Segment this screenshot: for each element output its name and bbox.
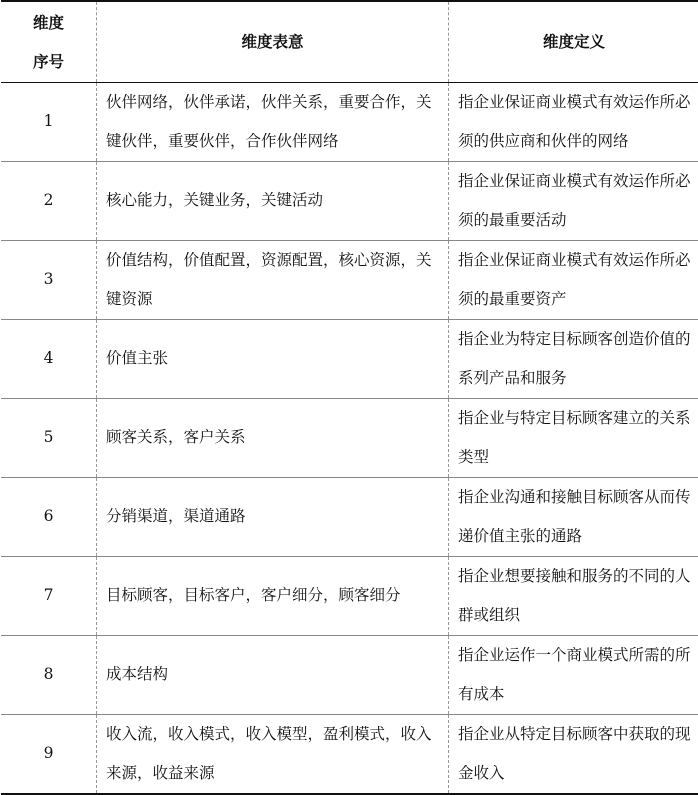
header-number-line2: 序号 <box>1 42 96 81</box>
meaning-text: 收入流，收入模式，收入模型，盈利模式，收入来源，收益来源 <box>106 715 444 793</box>
meaning-text: 伙伴网络，伙伴承诺，伙伴关系，重要合作，关键伙伴，重要伙伴，合作伙伴网络 <box>106 83 444 161</box>
table-body <box>1 82 698 794</box>
table-row <box>1 161 698 240</box>
meaning-text: 顾客关系，客户关系 <box>106 418 444 457</box>
table-row <box>1 635 698 714</box>
table-row <box>1 319 698 398</box>
row-definition <box>449 556 698 635</box>
row-definition <box>449 161 698 240</box>
row-number: 8 <box>1 635 97 714</box>
meaning-text: 价值结构，价值配置，资源配置，核心资源，关键资源 <box>106 241 444 319</box>
row-definition <box>449 240 698 319</box>
meaning-text: 分销渠道，渠道通路 <box>106 497 444 536</box>
row-number: 3 <box>1 240 97 319</box>
definition-text: 指企业想要接触和服务的不同的人群或组织 <box>458 557 695 635</box>
header-row <box>1 1 698 82</box>
row-definition <box>449 398 698 477</box>
definition-text: 指企业从特定目标顾客中获取的现金收入 <box>458 715 695 793</box>
meaning-text: 成本结构 <box>106 655 444 694</box>
definition-text: 指企业为特定目标顾客创造价值的系列产品和服务 <box>458 320 695 398</box>
meaning-text: 核心能力，关键业务，关键活动 <box>106 181 444 220</box>
row-meaning <box>97 477 449 556</box>
meaning-text: 目标顾客，目标客户，客户细分，顾客细分 <box>106 576 444 615</box>
row-definition <box>449 635 698 714</box>
row-meaning <box>97 82 449 161</box>
table-row <box>1 556 698 635</box>
row-meaning <box>97 635 449 714</box>
dimension-table <box>1 0 698 795</box>
row-meaning <box>97 556 449 635</box>
header-dimension-definition: 维度定义 <box>449 1 698 82</box>
table-row <box>1 714 698 794</box>
row-meaning <box>97 240 449 319</box>
row-number: 6 <box>1 477 97 556</box>
table-row <box>1 477 698 556</box>
table-row <box>1 240 698 319</box>
table-row <box>1 82 698 161</box>
definition-text: 指企业保证商业模式有效运作所必须的最重要活动 <box>458 162 695 240</box>
row-number: 7 <box>1 556 97 635</box>
row-definition <box>449 82 698 161</box>
row-meaning <box>97 714 449 794</box>
definition-text: 指企业运作一个商业模式所需的所有成本 <box>458 636 695 714</box>
row-number: 2 <box>1 161 97 240</box>
definition-text: 指企业与特定目标顾客建立的关系类型 <box>458 399 695 477</box>
header-dimension-meaning: 维度表意 <box>97 1 449 82</box>
definition-text: 指企业保证商业模式有效运作所必须的供应商和伙伴的网络 <box>458 83 695 161</box>
row-meaning <box>97 398 449 477</box>
header-number-line1: 维度 <box>1 3 96 42</box>
row-definition <box>449 714 698 794</box>
row-definition <box>449 477 698 556</box>
row-meaning <box>97 161 449 240</box>
definition-text: 指企业沟通和接触目标顾客从而传递价值主张的通路 <box>458 478 695 556</box>
row-number: 9 <box>1 714 97 794</box>
row-number: 1 <box>1 82 97 161</box>
row-number: 4 <box>1 319 97 398</box>
table-header <box>1 1 698 82</box>
header-dimension-number <box>1 1 97 82</box>
row-definition <box>449 319 698 398</box>
row-number: 5 <box>1 398 97 477</box>
table-row <box>1 398 698 477</box>
meaning-text: 价值主张 <box>106 339 444 378</box>
definition-text: 指企业保证商业模式有效运作所必须的最重要资产 <box>458 241 695 319</box>
row-meaning <box>97 319 449 398</box>
